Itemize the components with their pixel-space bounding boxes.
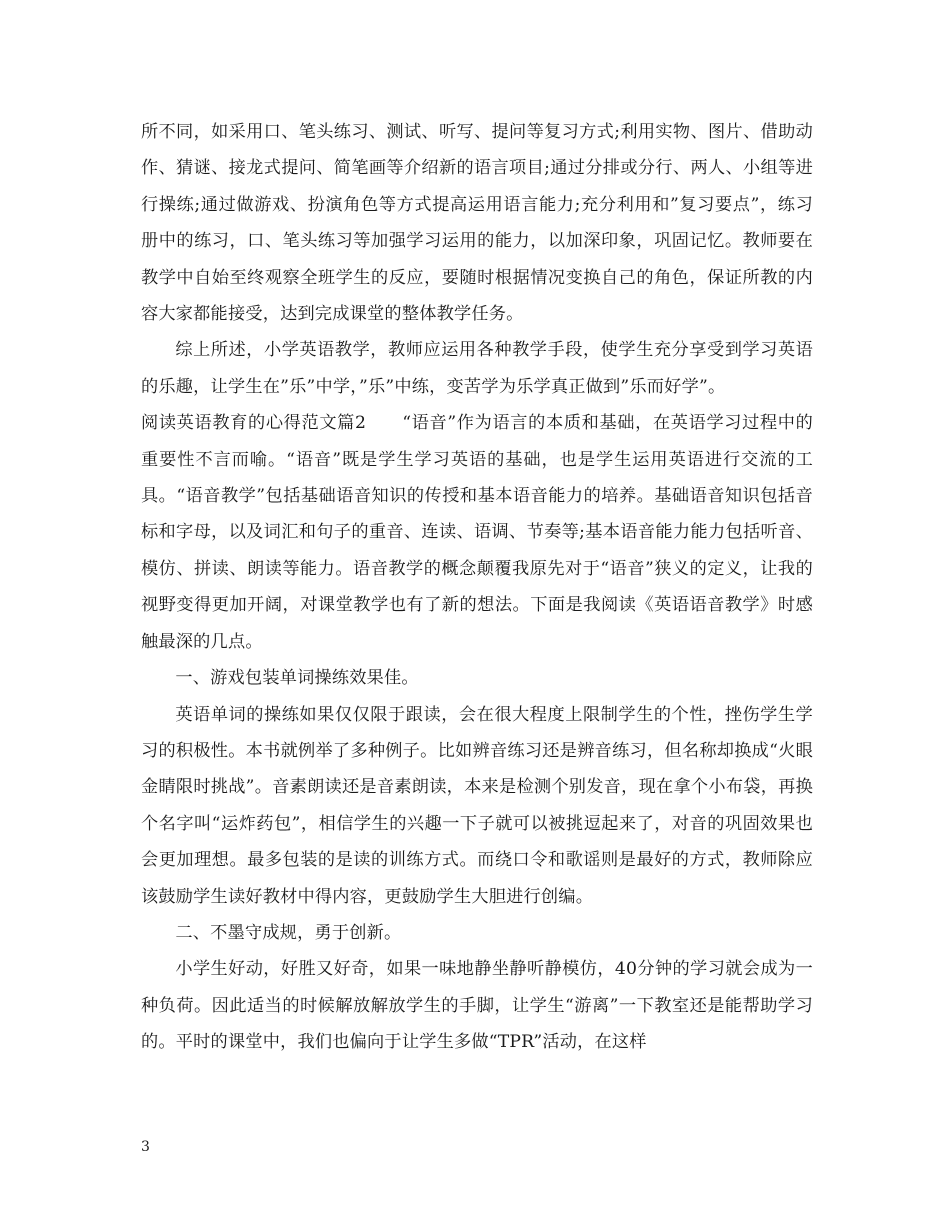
paragraph-article-2-intro: 阅读英语教育的心得范文篇2 “语音”作为语言的本质和基础，在英语学习过程中的重要性不言而喻。“语音”既是学生学习英语的基础，也是学生运用英语进行交流的工具。“语音教学”包括基础语音知识的传授和基本语音能力的培养。基础语音知识包括音标和字母，以及词汇和句子的重音、连读、语调、节奏等;基本语音能力能力包括听音、模仿、拼读、朗读等能力。语音教学的概念颠覆我原先对于“语音”狭义的定义，让我的视野变得更加开阔，对课堂教学也有了新的想法。下面是我阅读《英语语音教学》时感触最深的几点。 (141, 413, 813, 652)
page-number: 3 (141, 1139, 150, 1155)
section-heading-1: 一、游戏包装单词操练效果佳。 (175, 668, 419, 689)
paragraph-summary: 综上所述，小学英语教学，教师应运用各种教学手段，使学生充分享受到学习英语的乐趣，让学生在”乐”中学，”乐”中练，变苦学为乐学真正做到”乐而好学”。 (141, 340, 813, 397)
paragraph-review-methods: 所不同，如采用口、笔头练习、测试、听写、提问等复习方式;利用实物、图片、借助动作、猜谜、接龙式提问、简笔画等介绍新的语言项目;通过分排或分行、两人、小组等进行操练;通过做游戏、扮演角色等方式提高运用语言能力;充分利用和”复习要点”，练习册中的练习，口、笔头练习等加强学习运用的能力，以加深印象，巩固记忆。教师要在教学中自始至终观察全班学生的反应，要随时根据情况变换自己的角色，保证所教的内容大家都能接受，达到完成课堂的整体教学任务。 (141, 122, 813, 325)
paragraph-word-games: 英语单词的操练如果仅仅限于跟读，会在很大程度上限制学生的个性，挫伤学生学习的积极性。本书就例举了多种例子。比如辨音练习还是辨音练习，但名称却换成“火眼金睛限时挑战”。音素朗读还是音素朗读，本来是检测个别发音，现在拿个小布袋，再换个名字叫“运炸药包”，相信学生的兴趣一下子就可以被挑逗起来了，对音的巩固效果也会更加理想。最多包装的是读的训练方式。而绕口令和歌谣则是最好的方式，教师除应该鼓励学生读好教材中得内容，更鼓励学生大胆进行创编。 (141, 704, 813, 907)
document-body (141, 114, 813, 1061)
paragraph-innovation: 小学生好动，好胜又好奇，如果一味地静坐静听静模仿，40分钟的学习就会成为一种负荷。因此适当的时候解放解放学生的手脚，让学生“游离”一下教室还是能帮助学习的。平时的课堂中，我们也偏向于让学生多做“TPR”活动，在这样 (141, 959, 813, 1053)
section-heading-2: 二、不墨守成规，勇于创新。 (175, 922, 402, 943)
